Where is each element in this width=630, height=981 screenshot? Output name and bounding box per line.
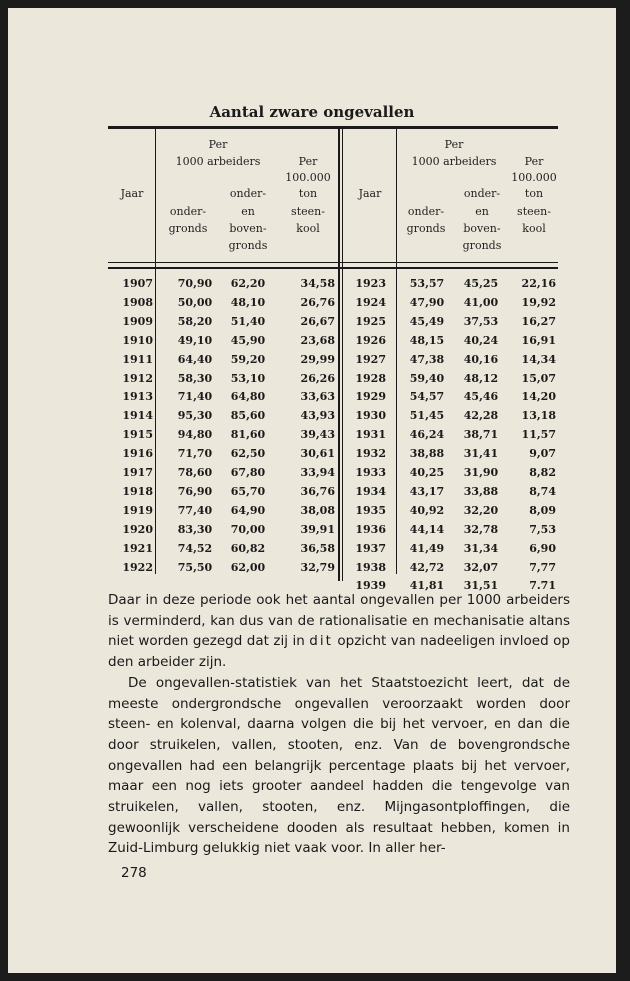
left-cell-r14-c1: 74,52 [177, 541, 213, 555]
header-kool-left: kool [296, 222, 320, 235]
left-cell-r5-c1: 58,30 [177, 371, 213, 385]
right-cell-r11-c3: 8,74 [529, 484, 556, 498]
right-cell-r9-c3: 9,07 [529, 447, 556, 461]
center-divider-a [338, 129, 340, 581]
header-ton-right: ton [524, 187, 544, 200]
left-cell-r9-c3: 30,61 [300, 447, 335, 461]
right-cell-r16-c0: 1939 [355, 579, 386, 593]
left-cell-r15-c1: 75,50 [177, 560, 213, 574]
right-cell-r8-c2: 38,71 [463, 428, 499, 442]
right-cell-r9-c1: 38,88 [409, 447, 445, 461]
left-cell-r5-c2: 53,10 [230, 371, 266, 385]
left-cell-r7-c1: 95,30 [177, 409, 213, 423]
header-1000-right: 1000 arbeiders [411, 155, 497, 168]
paragraph-1-emphasis: dit [309, 633, 333, 650]
left-cell-r1-c0: 1908 [122, 295, 153, 309]
left-cell-r15-c0: 1922 [122, 560, 153, 574]
right-cell-r16-c3: 7.71 [529, 579, 556, 593]
left-cell-r3-c1: 49,10 [177, 333, 213, 347]
header-100000-left: 100.000 [285, 171, 331, 184]
right-cell-r3-c3: 16,91 [521, 333, 556, 347]
right-cell-r2-c2: 37,53 [463, 314, 499, 328]
left-cell-r8-c3: 39,43 [300, 428, 335, 442]
right-cell-r12-c3: 8,09 [529, 503, 556, 517]
right-cell-r5-c2: 48,12 [463, 371, 499, 385]
right-cell-r15-c0: 1938 [355, 560, 386, 574]
header-rule-1 [108, 262, 558, 263]
right-cell-r6-c1: 54,57 [409, 390, 445, 404]
left-cell-r9-c0: 1916 [122, 447, 153, 461]
right-cell-r7-c0: 1930 [355, 409, 386, 423]
left-cell-r1-c3: 26,76 [300, 295, 335, 309]
right-cell-r15-c3: 7,77 [529, 560, 556, 574]
left-cell-r0-c0: 1907 [122, 277, 153, 290]
left-cell-r13-c0: 1920 [122, 522, 153, 536]
right-cell-r5-c3: 15,07 [521, 371, 556, 385]
page-number: 278 [121, 865, 147, 881]
header-jaar-left: Jaar [120, 187, 144, 200]
header-ton-left: ton [298, 187, 318, 200]
left-cell-r7-c0: 1914 [122, 409, 153, 423]
left-cell-r1-c1: 50,00 [177, 295, 213, 309]
right-cell-r13-c3: 7,53 [529, 522, 556, 536]
header-jaar-right: Jaar [358, 187, 382, 200]
header-kool-right: kool [522, 222, 546, 235]
header-onderen-left: onder- [229, 187, 267, 200]
right-cell-r13-c0: 1936 [355, 522, 386, 536]
left-cell-r4-c3: 29,99 [300, 352, 335, 366]
left-cell-r12-c3: 38,08 [300, 503, 335, 517]
left-cell-r12-c0: 1919 [122, 503, 153, 517]
right-cell-r0-c3: 22,16 [521, 277, 556, 290]
left-cell-r14-c0: 1921 [122, 541, 153, 555]
left-cell-r13-c3: 39,91 [300, 522, 335, 536]
header-per2-left: Per [298, 155, 318, 168]
paragraph-1 [108, 590, 570, 673]
left-cell-r4-c1: 64,40 [177, 352, 213, 366]
header-boven-right: boven- [463, 222, 501, 235]
paragraph-2: De ongevallen-statistiek van het Staatstoezicht leert, dat de meeste ondergrondsche ongevallen veroorzaakt worden door steen- en kolenval, daarna volgen die bij het vervoer, en dan die door struikelen, vallen, stooten, enz. Van de bovengrondsche ongevallen had een belangrijk percentage plaats bij het vervoer, maar een nog iets grooter aandeel hadden die tengevolge van struikelen, vallen, stooten, enz. Mijngasontploffingen, die gewoonlijk verscheidene dooden als resultaat hebben, komen in Zuid-Limburg gelukkig niet vaak voor. In aller her- [108, 674, 570, 857]
left-cell-r2-c0: 1909 [122, 314, 153, 328]
header-steen-right: steen- [517, 205, 551, 218]
header-gronds2-right: gronds [462, 239, 502, 252]
left-cell-r8-c2: 81,60 [230, 428, 266, 442]
right-cell-r2-c3: 16,27 [521, 314, 556, 328]
left-cell-r0-c2: 62,20 [230, 277, 266, 290]
paragraph-1-part-a: Daar in deze periode ook het aantal ongevallen per 1000 arbeiders is verminderd, kan dus van de rationalisatie en mechanisatie altans niet worden gezegd dat zij in [108, 592, 570, 650]
left-cell-r3-c2: 45,90 [230, 333, 266, 347]
right-cell-r12-c0: 1935 [355, 503, 386, 517]
header-boven-left: boven- [229, 222, 267, 235]
header-steen-left: steen- [291, 205, 325, 218]
left-cell-r12-c2: 64,90 [230, 503, 266, 517]
right-cell-r6-c3: 14,20 [521, 390, 556, 404]
left-cell-r2-c3: 26,67 [300, 314, 335, 328]
right-cell-r12-c1: 40,92 [409, 503, 445, 517]
right-cell-r9-c2: 31,41 [463, 447, 499, 461]
right-cell-r0-c0: 1923 [355, 277, 386, 290]
right-cell-r10-c0: 1933 [355, 466, 386, 479]
right-cell-r9-c0: 1932 [355, 447, 386, 461]
book-page [8, 8, 616, 973]
right-cell-r10-c3: 8,82 [529, 466, 556, 479]
left-cell-r11-c1: 76,90 [177, 484, 213, 498]
left-cell-r3-c0: 1910 [122, 333, 153, 347]
right-cell-r6-c2: 45,46 [463, 390, 499, 404]
left-cell-r2-c1: 58,20 [177, 314, 213, 328]
left-cell-r8-c1: 94,80 [177, 428, 213, 442]
left-cell-r10-c0: 1917 [122, 466, 153, 479]
accident-table [100, 118, 560, 593]
right-cell-r3-c1: 48,15 [409, 333, 445, 347]
right-cell-r1-c2: 41,00 [463, 295, 499, 309]
right-cell-r10-c2: 31,90 [463, 466, 499, 479]
right-cell-r0-c1: 53,57 [409, 277, 445, 290]
right-cell-r8-c1: 46,24 [409, 428, 445, 442]
right-cell-r13-c1: 44,14 [409, 522, 445, 536]
right-cell-r8-c3: 11,57 [521, 428, 556, 442]
right-cell-r4-c3: 14,34 [521, 352, 556, 366]
right-cell-r1-c3: 19,92 [521, 295, 556, 309]
right-cell-r14-c2: 31,34 [463, 541, 499, 555]
left-cell-r11-c3: 36,76 [300, 484, 335, 498]
left-cell-r15-c3: 32,79 [300, 560, 335, 574]
left-cell-r10-c2: 67,80 [230, 466, 266, 479]
paragraph-1-part-b: opzicht van nadeeligen invloed op den arbeider zijn. [108, 633, 570, 671]
right-cell-r2-c1: 45,49 [409, 314, 445, 328]
table-title: Aantal zware ongevallen [209, 103, 415, 121]
right-cell-r15-c2: 32,07 [463, 560, 499, 574]
left-cell-r4-c0: 1911 [122, 352, 153, 366]
right-cell-r0-c2: 45,25 [463, 277, 499, 290]
left-cell-r5-c3: 26,26 [300, 371, 335, 385]
right-cell-r5-c1: 59,40 [409, 371, 445, 385]
right-cell-r3-c0: 1926 [355, 333, 386, 347]
header-per-left: Per [208, 138, 228, 151]
left-cell-r10-c1: 78,60 [177, 466, 213, 479]
left-cell-r12-c1: 77,40 [177, 503, 213, 517]
header-gronds2-left: gronds [228, 239, 268, 252]
header-gronds-right: gronds [406, 222, 446, 235]
left-cell-r8-c0: 1915 [122, 428, 153, 442]
header-onderen-right: onder- [463, 187, 501, 200]
left-cell-r14-c3: 36,58 [300, 541, 335, 555]
left-cell-r7-c2: 85,60 [230, 409, 266, 423]
left-cell-r3-c3: 23,68 [300, 333, 335, 347]
left-cell-r6-c1: 71,40 [177, 390, 213, 404]
right-cell-r4-c2: 40,16 [463, 352, 499, 366]
right-cell-r4-c1: 47,38 [409, 352, 445, 366]
left-cell-r1-c2: 48,10 [230, 295, 266, 309]
right-cell-r5-c0: 1928 [355, 371, 386, 385]
left-cell-r13-c1: 83,30 [177, 522, 213, 536]
right-cell-r7-c3: 13,18 [521, 409, 556, 423]
right-cell-r12-c2: 32,20 [463, 503, 499, 517]
left-cell-r5-c0: 1912 [122, 371, 153, 385]
header-gronds-left: gronds [168, 222, 208, 235]
header-100000-right: 100.000 [511, 171, 557, 184]
body-text [108, 590, 570, 859]
top-rule [108, 126, 558, 129]
left-cell-r6-c3: 33,63 [300, 390, 335, 404]
right-cell-r13-c2: 32,78 [463, 522, 499, 536]
left-cell-r6-c0: 1913 [122, 390, 153, 404]
header-onder-right: onder- [407, 205, 445, 218]
right-cell-r10-c1: 40,25 [409, 466, 445, 479]
right-cell-r3-c2: 40,24 [463, 333, 499, 347]
right-cell-r15-c1: 42,72 [409, 560, 445, 574]
left-cell-r9-c2: 62,50 [230, 447, 266, 461]
left-cell-r10-c3: 33,94 [300, 466, 335, 479]
header-en-left: en [241, 205, 255, 218]
right-cell-r14-c3: 6,90 [529, 541, 556, 555]
header-per-right: Per [444, 138, 464, 151]
header-onder-left: onder- [169, 205, 207, 218]
right-cell-r6-c0: 1929 [355, 390, 386, 404]
right-cell-r1-c1: 47,90 [409, 295, 445, 309]
right-cell-r7-c1: 51,45 [409, 409, 445, 423]
right-cell-r16-c1: 41,81 [409, 579, 445, 593]
right-cell-r11-c0: 1934 [355, 484, 386, 498]
right-cell-r1-c0: 1924 [355, 295, 386, 309]
left-cell-r0-c3: 34,58 [300, 277, 335, 290]
right-cell-r11-c2: 33,88 [463, 484, 499, 498]
right-cell-r8-c0: 1931 [355, 428, 386, 442]
left-cell-r13-c2: 70,00 [230, 522, 266, 536]
left-cell-r2-c2: 51,40 [230, 314, 266, 328]
left-cell-r11-c0: 1918 [122, 484, 153, 498]
left-cell-r15-c2: 62,00 [230, 560, 266, 574]
header-1000-left: 1000 arbeiders [175, 155, 261, 168]
left-cell-r11-c2: 65,70 [230, 484, 266, 498]
header-per2-right: Per [524, 155, 544, 168]
left-cell-r4-c2: 59,20 [230, 352, 266, 366]
right-cell-r7-c2: 42,28 [463, 409, 499, 423]
right-cell-r4-c0: 1927 [355, 352, 386, 366]
left-cell-r7-c3: 43,93 [300, 409, 335, 423]
left-cell-r0-c1: 70,90 [177, 277, 213, 290]
right-cell-r11-c1: 43,17 [409, 484, 445, 498]
right-cell-r16-c2: 31,51 [463, 579, 499, 593]
left-cell-r14-c2: 60,82 [230, 541, 266, 555]
left-cell-r9-c1: 71,70 [177, 447, 213, 461]
left-cell-r6-c2: 64,80 [230, 390, 266, 404]
header-rule-2 [108, 267, 558, 269]
right-cell-r2-c0: 1925 [355, 314, 386, 328]
header-en-right: en [475, 205, 489, 218]
right-cell-r14-c0: 1937 [355, 541, 386, 555]
right-cell-r14-c1: 41,49 [409, 541, 445, 555]
